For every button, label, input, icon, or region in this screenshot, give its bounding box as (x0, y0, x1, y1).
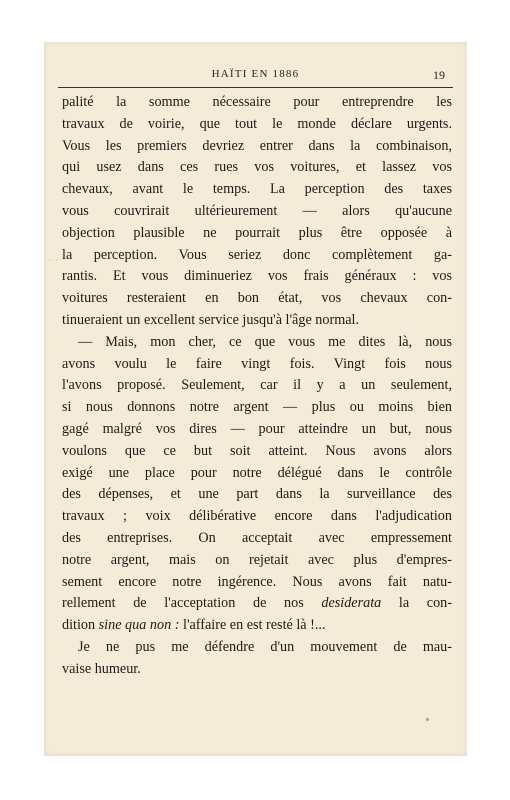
text-line: voitures resteraient en bon état, vos chevaux con- (62, 290, 452, 307)
text-segment: rellement de l'acceptation de nos (62, 595, 304, 612)
italic-term: desiderata (321, 595, 382, 612)
text-line: des dépenses, et une part dans la surveillance des (62, 486, 452, 503)
text-line: objection plausible ne pourrait plus être opposée à (62, 224, 452, 241)
text-line: voulons que ce but soit atteint. Nous avons alors (62, 442, 452, 459)
header-rule (58, 87, 453, 88)
text-line: vous couvrirait ultérieurement — alors qu'aucune (62, 202, 452, 219)
text-line: chevaux, avant le temps. La perception des taxes (62, 181, 452, 198)
text-line: travaux de voirie, que tout le monde déclare urgents. (62, 115, 452, 132)
text-line: vaise humeur. (62, 660, 141, 677)
text-segment: l'affaire en est resté là !... (179, 617, 326, 634)
page-number: 19 (433, 68, 445, 82)
text-line: l'avons proposé. Seulement, car il y a un seulement, (62, 377, 452, 394)
text-line: la perception. Vous seriez donc complètement ga- (62, 246, 452, 263)
text-segment: la con- (381, 595, 452, 612)
text-line: tinueraient un excellent service jusqu'à l'âge normal. (62, 311, 360, 328)
text-line: palité la somme nécessaire pour entreprendre les (62, 94, 452, 110)
text-segment: dition (62, 617, 96, 634)
text-line: Vous les premiers devriez entrer dans la combinaison, (62, 137, 452, 154)
margin-mark: ·· · (48, 256, 58, 265)
text-line: gagé malgré vos dires — pour atteindre un but, nous (62, 420, 452, 437)
italic-term: sine qua non : (98, 617, 180, 634)
text-line (62, 593, 452, 615)
text-line: qui usez dans ces rues vos voitures, et lassez vos (62, 159, 452, 176)
text-line: des entreprises. On acceptait avec empressement (62, 529, 452, 546)
text-line: si nous donnons notre argent — plus ou moins bien (62, 399, 452, 416)
text-line: travaux ; voix délibérative encore dans l'adjudication (62, 508, 452, 525)
text-line: sement encore notre ingérence. Nous avons fait natu- (62, 573, 452, 590)
text-line: — Mais, mon cher, ce que vous me dites là, nous (78, 333, 452, 350)
text-line: rantis. Et vous diminueriez vos frais généraux : vos (62, 268, 452, 285)
paper-speck (426, 718, 429, 721)
text-line (62, 615, 452, 637)
text-line: avons voulu le faire vingt fois. Vingt fois nous (62, 355, 452, 372)
running-head (58, 68, 453, 86)
text-line: notre argent, mais on rejetait avec plus d'empres- (62, 551, 452, 568)
text-line: Je ne pus me défendre d'un mouvement de mau- (78, 638, 452, 655)
body-text (62, 92, 452, 681)
text-line: exigé une place pour notre délégué dans le contrôle (62, 464, 452, 481)
book-page (44, 42, 467, 756)
running-title: HAÏTI EN 1886 (211, 68, 300, 80)
